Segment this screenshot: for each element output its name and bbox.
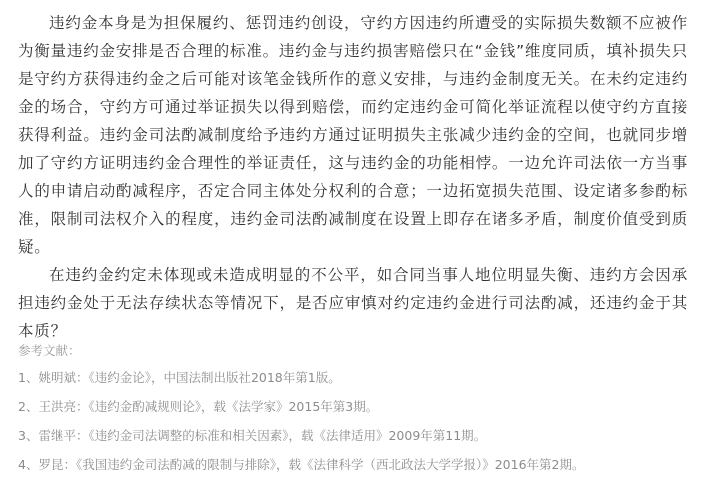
- references-title: 参考文献：: [18, 343, 81, 358]
- reference-item: 2、王洪亮：《违约金酌减规则论》，载《法学家》2015年第3期。: [18, 399, 379, 414]
- paragraph-2: 在违约金约定未体现或未造成明显的不公平，如合同当事人地位明显失衡、违约方会因承担违约金处于无法存续状态等情况下，是否应审慎对约定违约金进行司法酌减，还违约金于其本质？: [18, 266, 688, 340]
- reference-item: 3、雷继平：《违约金司法调整的标准和相关因素》，载《法律适用》2009年第11期。: [18, 428, 487, 443]
- reference-item: 1、姚明斌：《违约金论》，中国法制出版社2018年第1版。: [18, 370, 341, 385]
- references-section: [18, 342, 688, 485]
- reference-item: 4、罗昆：《我国违约金司法酌减的限制与排除》，载《法律科学（西北政法大学学报）》2016年第2期。: [18, 457, 585, 472]
- paragraph-1: 违约金本身是为担保履约、惩罚违约创设，守约方因违约所遭受的实际损失数额不应被作为衡量违约金安排是否合理的标准。违约金与违约损害赔偿只在“金钱”维度同质，填补损失只是守约方获得违约金之后可能对该笔金钱所作的意义安排，与违约金制度无关。在未约定违约金的场合，守约方可通过举证损失以得到赔偿，而约定违约金可简化举证流程以使守约方直接获得利益。违约金司法酌减制度给予违约方通过证明损失主张减少违约金的空间，也就同步增加了守约方证明违约金合理性的举证责任，这与违约金的功能相悖。一边允许司法依一方当事人的申请启动酌减程序，否定合同主体处分权利的合意；一边拓宽损失范围、设定诸多参酌标准，限制司法权介入的程度，违约金司法酌减制度在设置上即存在诸多矛盾，制度价值受到质疑。: [18, 14, 688, 256]
